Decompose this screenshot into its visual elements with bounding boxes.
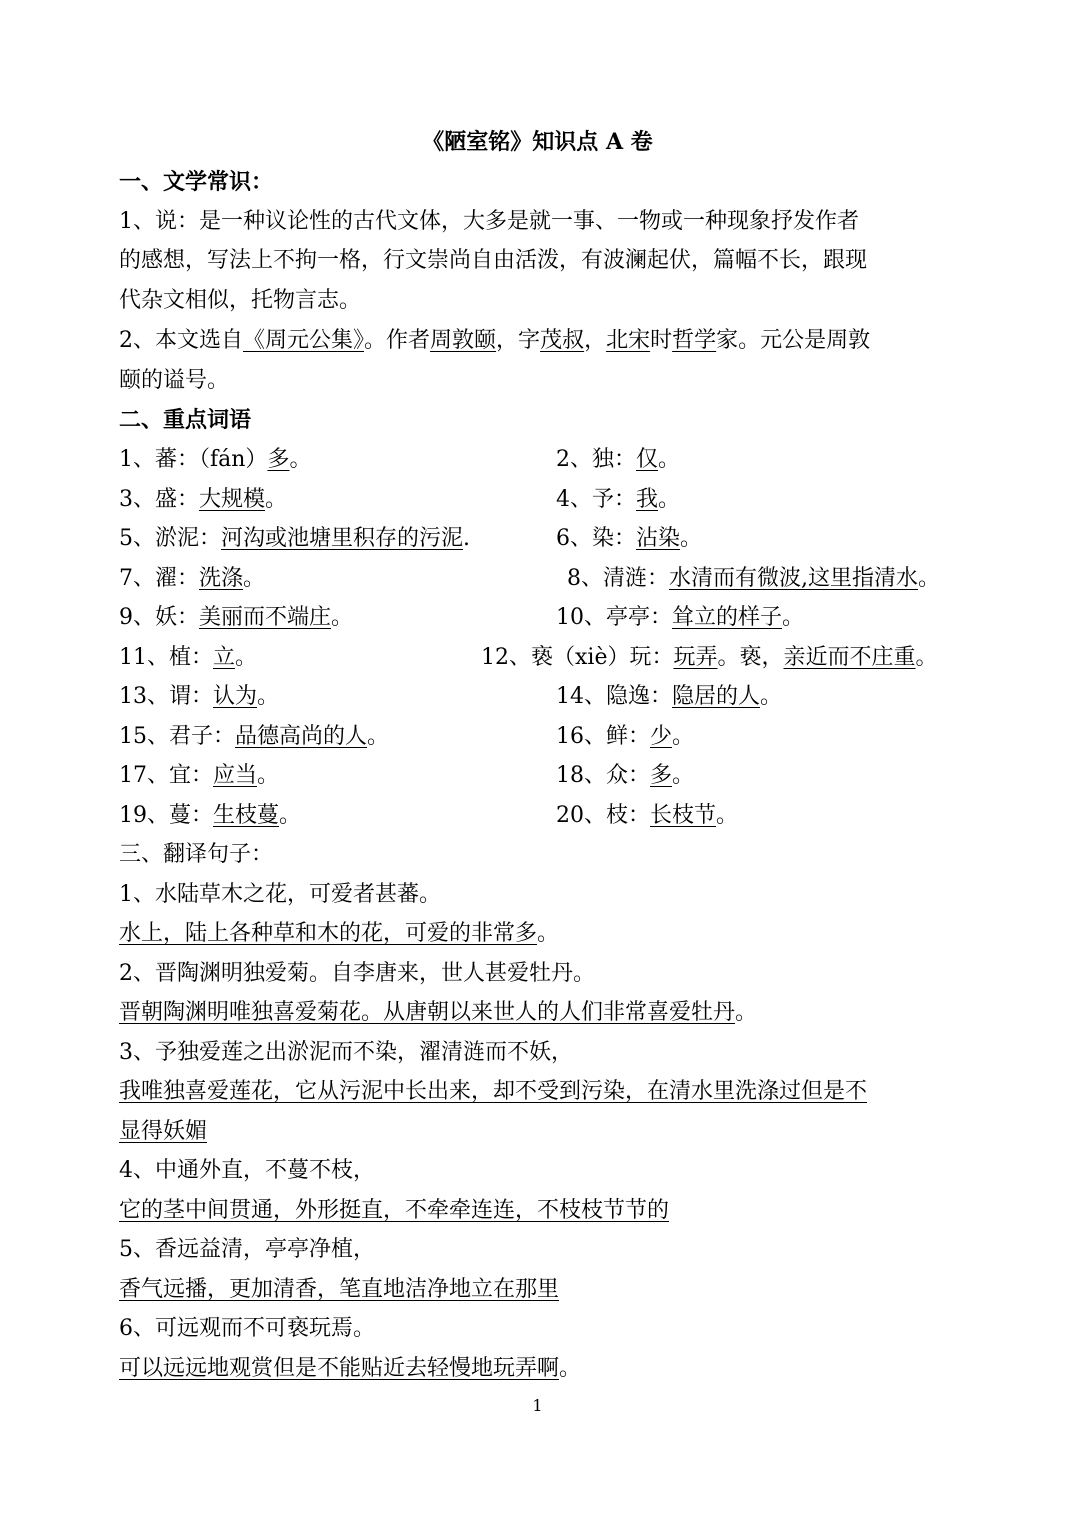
field: 哲学 xyxy=(672,328,717,353)
vocab-item: 19、蔓：生枝蔓。 xyxy=(119,803,302,828)
translation-answer: 我唯独喜爱莲花，它从污泥中长出来，却不受到污染，在清水里洗涤过但是不 xyxy=(119,1079,868,1104)
vocab-item: 18、众：多。 xyxy=(556,763,695,788)
vocab-item: 15、君子：品德高尚的人。 xyxy=(119,724,390,749)
section-heading-vocabulary: 二、重点词语 xyxy=(119,407,252,433)
vocab-item: 14、隐逸：隐居的人。 xyxy=(556,684,783,709)
translation-answer: 香气远播，更加清香，笔直地洁净地立在那里 xyxy=(119,1277,560,1302)
vocab-item: 1、蕃：（fán）多。 xyxy=(119,447,312,472)
paragraph-line: 1、说：是一种议论性的古代文体，大多是就一事、一物或一种现象抒发作者 xyxy=(119,209,859,234)
author-courtesy-name: 茂叔 xyxy=(540,328,585,353)
translation-question: 5、香远益清，亭亭净植， xyxy=(119,1237,375,1262)
vocab-item: 20、枝：长枝节。 xyxy=(556,803,739,828)
translation-question: 3、予独爱莲之出淤泥而不染，濯清涟而不妖， xyxy=(119,1040,573,1065)
paragraph-line: 的感想，写法上不拘一格，行文崇尚自由活泼，有波澜起伏，篇幅不长，跟现 xyxy=(119,248,868,273)
translation-question: 2、晋陶渊明独爱菊。自李唐来，世人甚爱牡丹。 xyxy=(119,961,595,986)
translation-answer-cont: 显得妖媚 xyxy=(119,1119,208,1144)
vocab-item: 7、濯：洗涤。 xyxy=(119,566,266,591)
page-number: 1 xyxy=(532,1396,543,1415)
section-heading-literature: 一、文学常识： xyxy=(119,169,274,195)
document-title: 《陋室铭》知识点 A 卷 xyxy=(422,129,653,155)
translation-question: 6、可远观而不可亵玩焉。 xyxy=(119,1316,375,1341)
translation-answer: 可以远远地观赏但是不能贴近去轻慢地玩弄啊。 xyxy=(119,1356,582,1381)
vocab-item: 6、染：沾染。 xyxy=(556,526,703,551)
vocab-item: 12、亵（xiè）玩：玩弄。亵，亲近而不庄重。 xyxy=(481,645,938,670)
vocab-item: 9、妖：美丽而不端庄。 xyxy=(119,605,354,630)
vocab-item: 16、鲜：少。 xyxy=(556,724,695,749)
translation-question: 4、中通外直，不蔓不枝， xyxy=(119,1158,375,1183)
paragraph-line: 颐的谥号。 xyxy=(119,368,230,393)
author-name: 周敦颐 xyxy=(430,328,497,353)
translation-answer: 水上，陆上各种草和木的花，可爱的非常多。 xyxy=(119,921,560,946)
paragraph-line: 代杂文相似，托物言志。 xyxy=(119,288,362,313)
vocab-item: 2、独：仅。 xyxy=(556,447,681,472)
vocab-item: 11、植：立。 xyxy=(119,645,258,670)
vocab-item: 13、谓：认为。 xyxy=(119,684,280,709)
translation-answer: 它的茎中间贯通，外形挺直，不牵牵连连，不枝枝节节的 xyxy=(119,1198,670,1223)
translation-question: 1、水陆草木之花，可爱者甚蕃。 xyxy=(119,882,441,907)
dynasty: 北宋 xyxy=(606,328,651,353)
section-heading-translation: 三、翻译句子： xyxy=(119,842,274,867)
vocab-item: 4、予：我。 xyxy=(556,487,681,512)
paragraph-line: 2、本文选自《周元公集》。作者周敦颐，字茂叔，北宋时哲学家。元公是周敦 xyxy=(119,328,871,353)
vocab-item: 8、清涟：水清而有微波,这里指清水。 xyxy=(567,566,941,591)
vocab-item: 5、淤泥：河沟或池塘里积存的污泥. xyxy=(119,526,471,551)
vocab-item: 17、宜：应当。 xyxy=(119,763,280,788)
source-book: 《周元公集》 xyxy=(243,328,365,353)
vocab-item: 10、亭亭：耸立的样子。 xyxy=(556,605,805,630)
translation-answer: 晋朝陶渊明唯独喜爱菊花。从唐朝以来世人的人们非常喜爱牡丹。 xyxy=(119,1000,758,1025)
vocab-item: 3、盛：大规模。 xyxy=(119,487,288,512)
